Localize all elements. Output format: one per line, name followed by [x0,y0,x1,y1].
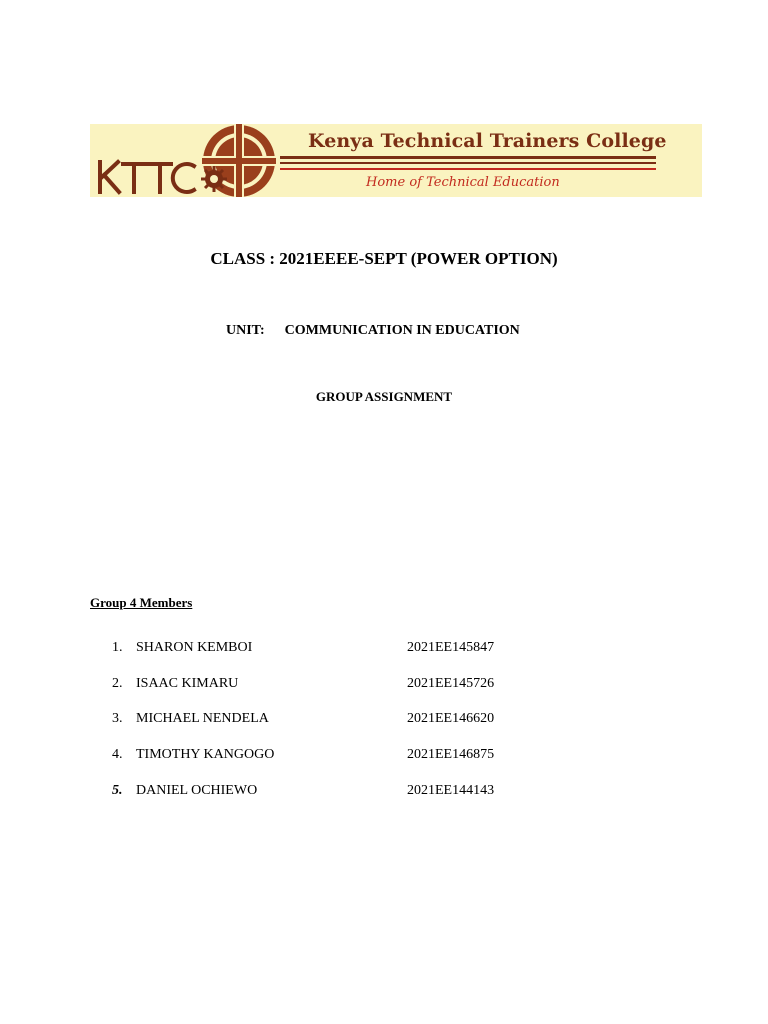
member-row [0,676,768,696]
member-row [0,747,768,767]
member-name: TIMOTHY KANGOGO [136,747,275,762]
member-name: MICHAEL NENDELA [136,711,269,726]
member-row [0,711,768,731]
member-number: 3. [112,711,123,726]
class-title: CLASS : 2021EEEE-SEPT (POWER OPTION) [210,249,558,268]
member-number: 1. [112,640,123,655]
member-reg-number: 2021EE146875 [407,747,495,762]
unit-line [226,323,520,339]
member-name: ISAAC KIMARU [136,676,239,691]
member-number: 5. [112,783,123,798]
member-number: 4. [112,747,123,762]
member-reg-number: 2021EE144143 [407,783,495,798]
member-number: 2. [112,676,123,691]
assignment-title: GROUP ASSIGNMENT [315,389,453,404]
member-row [0,783,768,803]
college-banner [90,124,702,197]
group-heading: Group 4 Members [90,595,193,610]
member-name: SHARON KEMBOI [136,640,253,655]
member-reg-number: 2021EE145726 [407,676,495,691]
member-reg-number: 2021EE146620 [407,711,495,726]
member-name: DANIEL OCHIEWO [136,783,258,798]
college-name: Kenya Technical Trainers College [308,130,667,152]
member-reg-number: 2021EE145847 [407,640,495,655]
college-tagline: Home of Technical Education [366,175,560,190]
unit-value: COMMUNICATION IN EDUCATION [284,323,520,338]
member-row [0,640,768,660]
unit-label: UNIT: [226,323,265,338]
